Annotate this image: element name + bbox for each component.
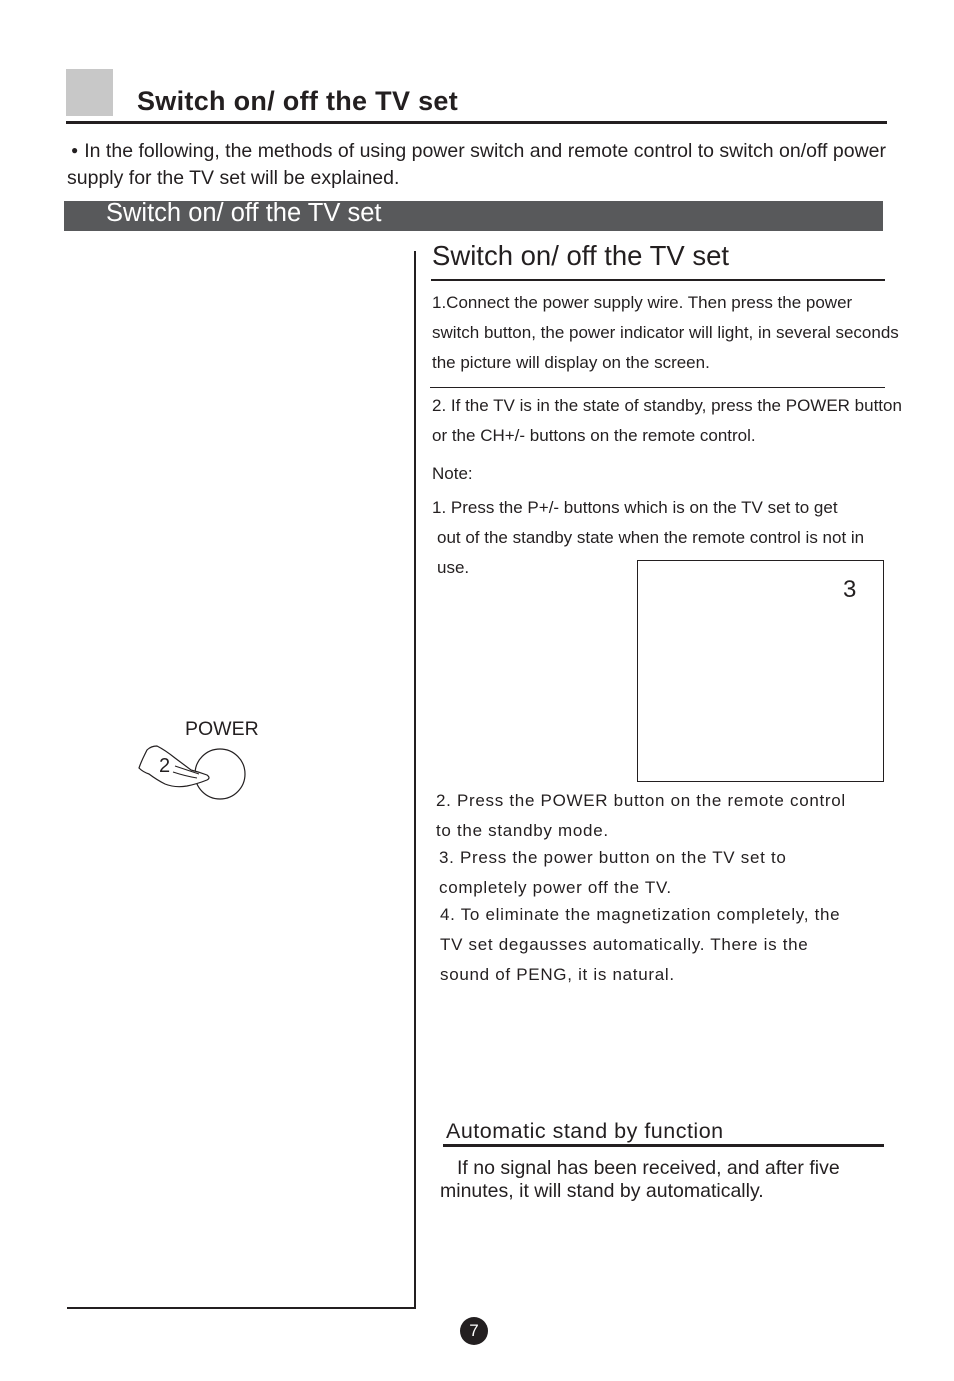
auto-standby-rule (443, 1144, 884, 1147)
note-3-line-2: completely power off the TV. (439, 878, 672, 897)
section-bar-title: Switch on/ off the TV set (106, 199, 382, 227)
note-1-rest-text: out of the standby state when the remote control is not in use. (437, 528, 865, 577)
note-2 (436, 786, 846, 846)
callout-number-3: 3 (843, 576, 857, 603)
bottom-rule (67, 1307, 416, 1309)
column-divider (414, 251, 416, 1309)
auto-standby-text (440, 1157, 885, 1203)
header-square-marker (66, 69, 113, 116)
note-4-line-3: sound of PENG, it is natural. (440, 965, 675, 984)
subsection-rule (431, 279, 885, 281)
note-4-line-2: TV set degausses automatically. There is the (440, 935, 809, 954)
intro-text: In the following, the methods of using power switch and remote control to switch on/off power supply for the TV set will be explained. (67, 140, 886, 189)
page-number-badge: 7 (460, 1317, 488, 1345)
power-label: POWER (185, 718, 259, 740)
bullet-icon: ● (71, 143, 79, 157)
note-4 (440, 900, 840, 990)
auto-standby-text-content: If no signal has been received, and after five minutes, it will stand by automatically. (440, 1157, 840, 1202)
note-2-line-1: 2. Press the POWER button on the remote control (436, 791, 846, 810)
step-2-text: 2. If the TV is in the state of standby, press the POWER button or the CH+/- buttons on the remote control. (432, 396, 902, 445)
step-divider (430, 387, 885, 388)
note-4-line-1: 4. To eliminate the magnetization completely, the (440, 905, 841, 924)
note-3 (439, 843, 787, 903)
note-2-line-2: to the standby mode. (436, 821, 609, 840)
page-title: Switch on/ off the TV set (137, 86, 459, 116)
callout-number-2: 2 (159, 755, 171, 777)
auto-standby-title: Automatic stand by function (446, 1119, 724, 1143)
intro-paragraph (67, 137, 897, 192)
note-3-line-1: 3. Press the power button on the TV set to (439, 848, 787, 867)
note-label: Note: (432, 464, 473, 483)
subsection-title: Switch on/ off the TV set (432, 240, 730, 271)
step-1-text: 1.Connect the power supply wire. Then press the power switch button, the power indicator will light, in several seconds the picture will display on the screen. (432, 293, 899, 372)
note-1-line-1: 1. Press the P+/- buttons which is on the TV set to get (432, 498, 838, 517)
hand-pressing-button-icon (135, 740, 255, 806)
header-rule (66, 121, 887, 124)
